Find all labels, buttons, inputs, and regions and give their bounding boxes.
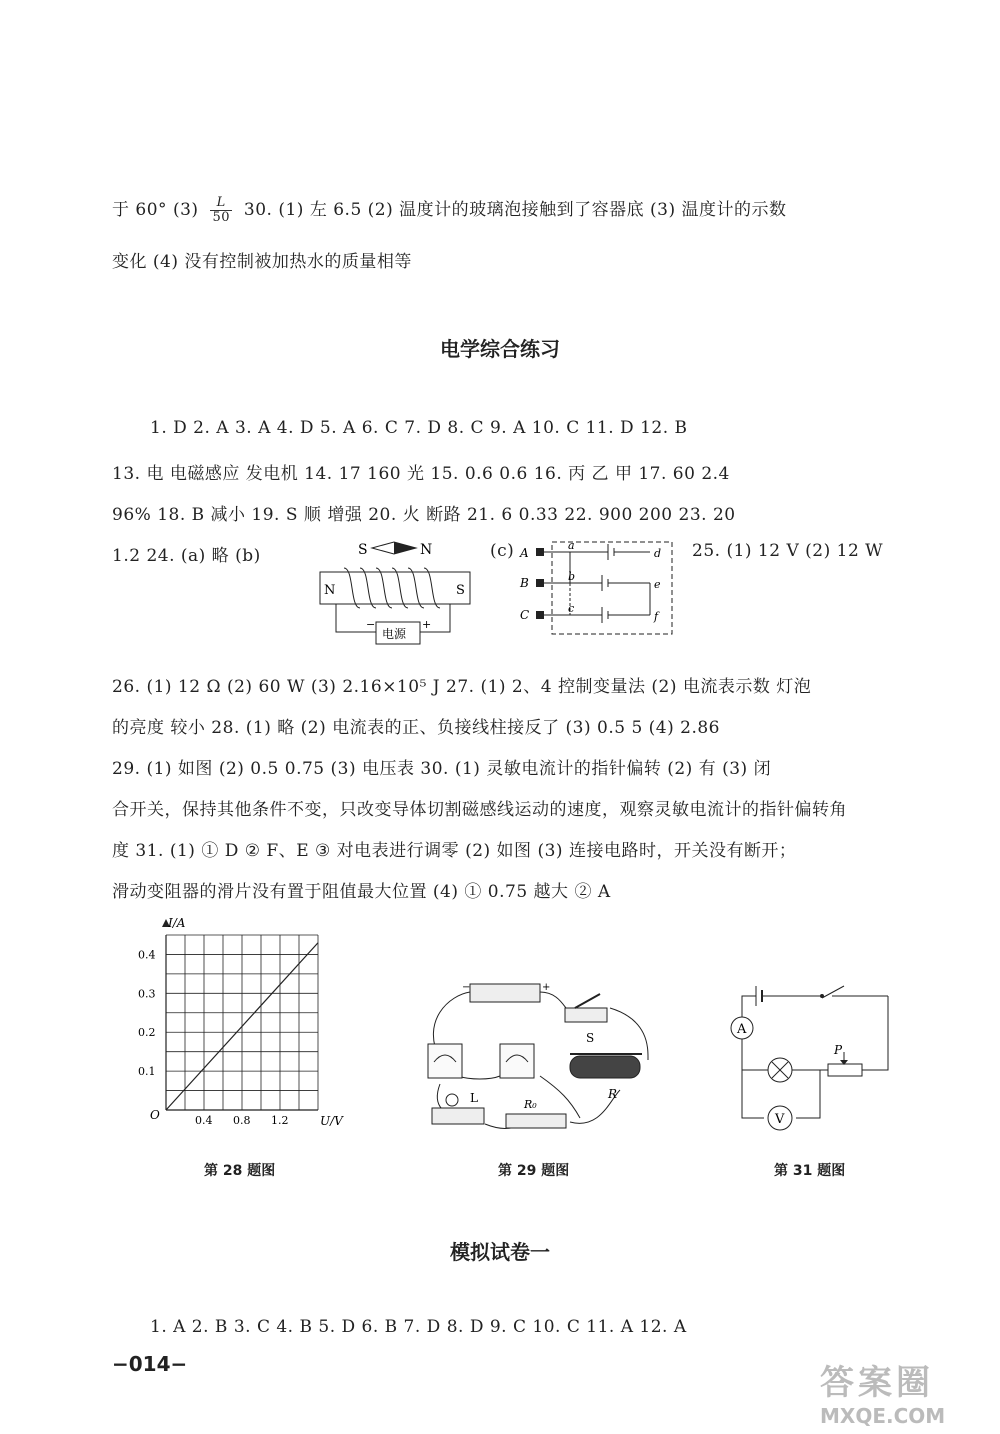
page-number: −014− [112, 1352, 188, 1376]
fraction [210, 196, 232, 225]
battery-wiring [544, 544, 650, 623]
battery-minus: − [462, 982, 471, 993]
switch-label: S [586, 1031, 595, 1045]
fraction-denominator: 50 [212, 210, 230, 225]
voltmeter-icon [500, 1044, 534, 1078]
terminal-b [536, 579, 544, 587]
switch-pivot [820, 994, 824, 998]
answer-line: 滑动变阻器的滑片没有置于阻值最大位置 (4) ① 0.75 越大 ② A [112, 882, 611, 902]
answer-line: 96% 18. B 减小 19. S 顺 增强 20. 火 断路 21. 6 0.33 22. 900 200 23. 20 [112, 505, 736, 525]
slider-label: P [834, 1043, 843, 1057]
battery-icon [470, 984, 540, 1002]
rheostat-label: R [608, 1087, 618, 1101]
coil-n-label: N [324, 583, 336, 598]
answer-line: 26. (1) 12 Ω (2) 60 W (3) 2.16×10⁵ J 27. (1) 2、4 控制变量法 (2) 电流表示数 灯泡 [112, 677, 812, 697]
figure-24c-battery-box [518, 538, 678, 638]
ammeter-icon [428, 1044, 462, 1078]
watermark-logo [820, 1355, 980, 1428]
chart-ytick-label: 0.3 [138, 987, 156, 1001]
compass-s-label: S [358, 542, 368, 558]
watermark-main: 答案圈 [820, 1363, 934, 1403]
node-f: f [654, 610, 659, 623]
figure-29-caption: 第 29 题图 [498, 1163, 570, 1179]
watermark-sub: MXQE.COM [820, 1404, 946, 1428]
resistor-icon [506, 1114, 566, 1128]
figure-31-circuit [720, 980, 900, 1140]
chart-xtick-label: 0.4 [195, 1114, 213, 1127]
terminal-c [536, 611, 544, 619]
rheostat-symbol [828, 1064, 862, 1076]
solenoid-core [320, 572, 470, 604]
intro-line-1-post: 30. (1) 左 6.5 (2) 温度计的玻璃泡接触到了容器底 (3) 温度计的示数 [243, 200, 787, 220]
intro-line-2: 变化 (4) 没有控制被加热水的质量相等 [112, 252, 412, 272]
battery-plus: + [542, 982, 551, 993]
terminal-a-label: A [520, 546, 529, 560]
fraction-numerator: L [210, 196, 232, 211]
lamp-bulb-icon [446, 1094, 458, 1106]
terminal-a [536, 548, 544, 556]
chart-ylabel: I/A [168, 916, 186, 930]
figure-31-caption: 第 31 题图 [774, 1163, 846, 1179]
chart-ytick-label: 0.4 [138, 948, 156, 962]
answer-line: 29. (1) 如图 (2) 0.5 0.75 (3) 电压表 30. (1) 灵敏电流计的指针偏转 (2) 有 (3) 闭 [112, 759, 772, 779]
terminal-c-label: C [520, 608, 530, 622]
power-minus: − [366, 618, 376, 631]
answer-line: 13. 电 电磁感应 发电机 14. 17 160 光 15. 0.6 0.6 16. 丙 乙 甲 17. 60 2.4 [112, 464, 730, 484]
node-a: a [568, 539, 575, 552]
chart-xtick-label: 1.2 [271, 1114, 289, 1127]
chart-xtick-label: 0.8 [233, 1114, 251, 1127]
lamp-base-icon [432, 1108, 484, 1124]
node-d: d [654, 547, 662, 560]
figure-24b-solenoid [310, 536, 490, 656]
intro-line-1-pre: 于 60° (3) [112, 200, 199, 220]
terminal-b-label: B [520, 576, 529, 590]
power-supply-label: 电源 [382, 627, 407, 641]
figure-28-iu-chart [130, 915, 360, 1130]
chart-ytick-label: 0.1 [138, 1065, 156, 1079]
figure-29-circuit [410, 980, 660, 1140]
node-e: e [654, 578, 661, 591]
figure-28-caption: 第 28 题图 [204, 1163, 276, 1179]
answer-line: 1.2 24. (a) 略 (b) [112, 546, 261, 566]
voltmeter-label: V [775, 1112, 785, 1127]
section-title-mock-exam: 模拟试卷一 [450, 1240, 550, 1264]
answer-line: 合开关，保持其他条件不变，只改变导体切割磁感线运动的速度，观察灵敏电流计的指针偏转角 [112, 800, 847, 820]
coil-s-label: S [456, 583, 465, 598]
node-c: c [568, 602, 575, 615]
section-title-electrical: 电学综合练习 [440, 337, 560, 361]
lamp-label: L [470, 1091, 478, 1105]
chart-grid [162, 919, 318, 1110]
compass-needle-dark-half [394, 542, 416, 554]
intro-line-1 [112, 195, 787, 225]
node-b: b [568, 570, 576, 583]
resistor-label: R₀ [524, 1098, 537, 1111]
circuit-31-wires [742, 996, 888, 1118]
answer-line: 度 31. (1) ① D ② F、E ③ 对电表进行调零 (2) 如图 (3) 连接电路时，开关没有断开； [112, 841, 797, 861]
chart-xlabel: U/V [320, 1114, 343, 1128]
answer-line: 1. D 2. A 3. A 4. D 5. A 6. C 7. D 8. C 9. A 10. C 11. D 12. B [150, 418, 688, 438]
compass-n-label: N [420, 542, 433, 558]
answer-line: 1. A 2. B 3. C 4. B 5. D 6. B 7. D 8. D 9. C 10. C 11. A 12. A [150, 1317, 687, 1337]
chart-origin: O [150, 1108, 160, 1122]
chart-ytick-label: 0.2 [138, 1026, 156, 1040]
power-plus: + [422, 618, 432, 631]
rheostat-icon [570, 1056, 640, 1078]
answer-q24c-label: (c) [490, 541, 515, 561]
ammeter-label: A [737, 1022, 747, 1037]
answer-line: 的亮度 较小 28. (1) 略 (2) 电流表的正、负接线柱接反了 (3) 0.5 5 (4) 2.86 [112, 718, 721, 738]
answer-q25: 25. (1) 12 V (2) 12 W [692, 541, 884, 561]
switch-lever-icon [575, 994, 600, 1008]
chart-ticks [138, 948, 289, 1127]
switch-icon [565, 1008, 607, 1022]
